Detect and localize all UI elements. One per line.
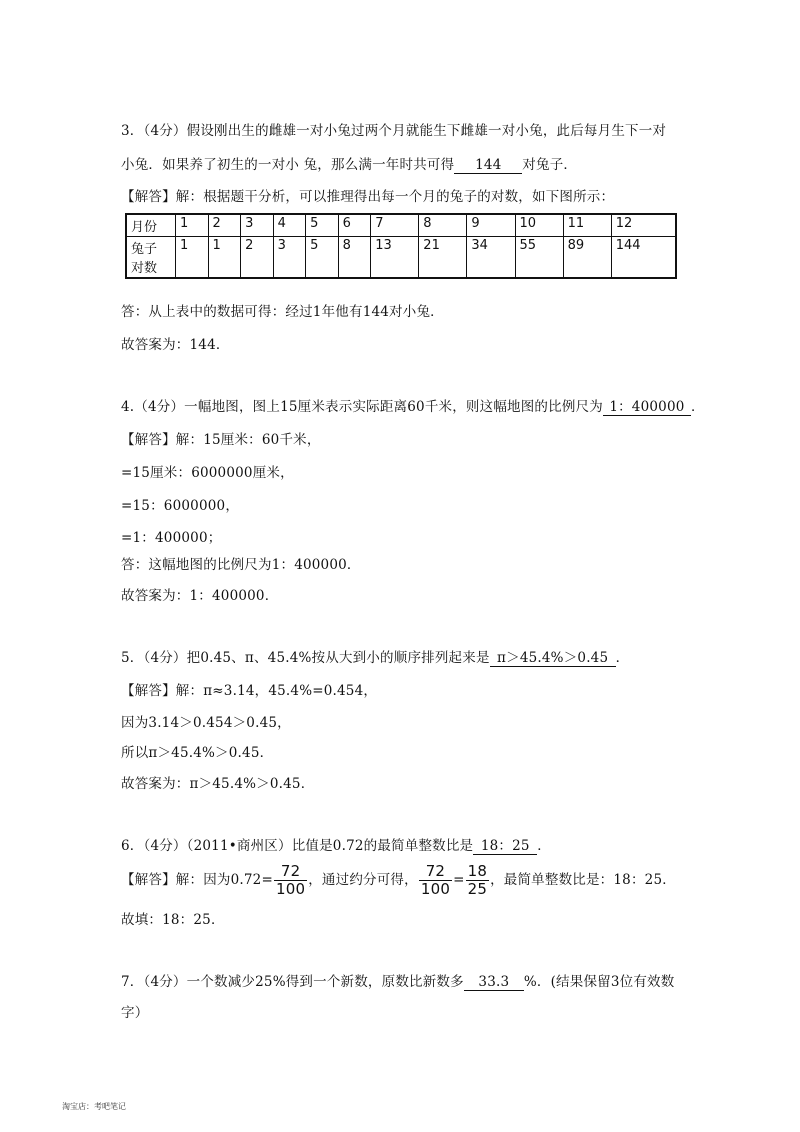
fraction-denominator: 100	[275, 880, 306, 898]
fraction-numerator: 72	[425, 862, 446, 880]
table-cell: 1	[208, 237, 241, 279]
table-cell: 2	[241, 237, 274, 279]
table-header-pairs-a: 兔子	[131, 242, 158, 257]
q3-line1: 3．（4分）假设刚出生的雌雄一对小兔过两个月就能生下雌雄一对小兔，此后每月生下一对	[121, 123, 667, 139]
q5-line1-post: ．	[615, 650, 630, 666]
equals-sign: =	[453, 872, 465, 888]
q6-solution-1a: 【解答】解：因为0.72=	[121, 872, 273, 888]
table-cell: 5	[306, 237, 339, 279]
q4-solution-2: =15厘米：6000000厘米，	[121, 465, 294, 481]
q4-solution-5: 答：这幅地图的比例尺为1：400000．	[121, 557, 361, 573]
fraction-numerator: 72	[280, 862, 301, 880]
q6-solution-2: 故填：18：25．	[121, 912, 225, 928]
rabbit-table	[125, 213, 677, 279]
table-cell: 4	[273, 214, 306, 237]
q6-solution-1	[121, 861, 676, 899]
q7-line1-pre: 7．（4分）一个数减少25%得到一个新数，原数比新数多	[121, 974, 464, 990]
q3-answer: 144	[454, 157, 522, 174]
table-cell: 89	[563, 237, 611, 279]
table-cell: 9	[467, 214, 515, 237]
table-row-pairs	[126, 237, 676, 279]
fraction-denominator: 100	[420, 880, 451, 898]
q3-solution-final: 故答案为：144．	[121, 337, 230, 353]
q4-solution-6: 故答案为：1：400000．	[121, 588, 279, 604]
q7-line1	[121, 972, 674, 992]
table-cell: 55	[515, 237, 563, 279]
table-cell: 3	[273, 237, 306, 279]
q5-solution-3: 所以π＞45.4%＞0.45．	[121, 745, 274, 761]
q6-line1-post: ．	[537, 838, 551, 854]
fraction-denominator: 25	[467, 880, 488, 898]
fraction-72-100-a	[274, 863, 307, 898]
footer-shop-note: 淘宝店：考吧笔记	[62, 1102, 126, 1111]
table-header-pairs	[126, 237, 176, 279]
table-cell: 5	[306, 214, 339, 237]
q5-solution-1: 【解答】解：π≈3.14，45.4%=0.454，	[121, 683, 378, 699]
q4-solution-3: =15：6000000，	[121, 498, 240, 514]
q6-solution-1b: ，通过约分可得，	[308, 872, 418, 888]
table-row-months	[126, 214, 676, 237]
table-cell: 1	[176, 214, 209, 237]
q4-solution-4: =1：400000；	[121, 530, 222, 546]
table-cell: 7	[371, 214, 419, 237]
table-header-month: 月份	[126, 214, 176, 237]
table-cell: 1	[176, 237, 209, 279]
table-cell: 21	[419, 237, 467, 279]
q5-answer: π＞45.4%＞0.45	[490, 650, 616, 667]
q4-line1	[121, 397, 705, 417]
q6-line1-pre: 6．（4分）（2011•商州区）比值是0.72的最简单整数比是	[121, 838, 474, 854]
table-cell: 12	[611, 214, 676, 237]
q5-solution-4: 故答案为：π＞45.4%＞0.45．	[121, 776, 315, 792]
fraction-72-100-b	[419, 863, 452, 898]
table-cell: 10	[515, 214, 563, 237]
q3-line2	[121, 155, 577, 175]
q7-answer: 33.3	[464, 974, 524, 991]
q3-solution-intro: 【解答】解：根据题干分析，可以推理得出每一个月的兔子的对数，如下图所示：	[121, 189, 615, 205]
q3-line2-pre: 小兔．如果养了初生的一对小 兔，那么满一年时共可得	[121, 157, 455, 173]
fraction-numerator: 18	[467, 862, 488, 880]
table-cell: 6	[338, 214, 371, 237]
table-cell: 3	[241, 214, 274, 237]
q7-line2: 字）	[121, 1005, 149, 1021]
table-cell: 144	[611, 237, 676, 279]
fraction-18-25	[466, 863, 490, 898]
table-cell: 13	[371, 237, 419, 279]
q3-line2-post: 对兔子．	[522, 157, 578, 173]
q5-line1-pre: 5．（4分）把0.45、π、45.4%按从大到小的顺序排列起来是	[121, 650, 490, 666]
q4-solution-1: 【解答】解：15厘米：60千米，	[121, 432, 321, 448]
table-cell: 8	[419, 214, 467, 237]
q4-line1-post: ．	[690, 399, 705, 415]
q4-line1-pre: 4.（4分）一幅地图，图上15厘米表示实际距离60千米，则这幅地图的比例尺为	[121, 399, 603, 415]
q5-solution-2: 因为3.14＞0.454＞0.45，	[121, 715, 291, 731]
q6-solution-1c: ，最简单整数比是：18：25．	[490, 872, 676, 888]
q5-line1	[121, 648, 629, 668]
q4-answer: 1：400000	[603, 399, 691, 416]
q6-line1	[121, 836, 551, 856]
table-cell: 2	[208, 214, 241, 237]
table-cell: 11	[563, 214, 611, 237]
table-cell: 34	[467, 237, 515, 279]
q7-line1-post: %．(结果保留3位有效数	[523, 974, 675, 990]
q3-solution-answer: 答：从上表中的数据可得：经过1年他有144对小兔．	[121, 304, 444, 320]
q6-answer: 18：25	[473, 838, 537, 855]
table-header-pairs-b: 对数	[131, 261, 158, 276]
table-cell: 8	[338, 237, 371, 279]
